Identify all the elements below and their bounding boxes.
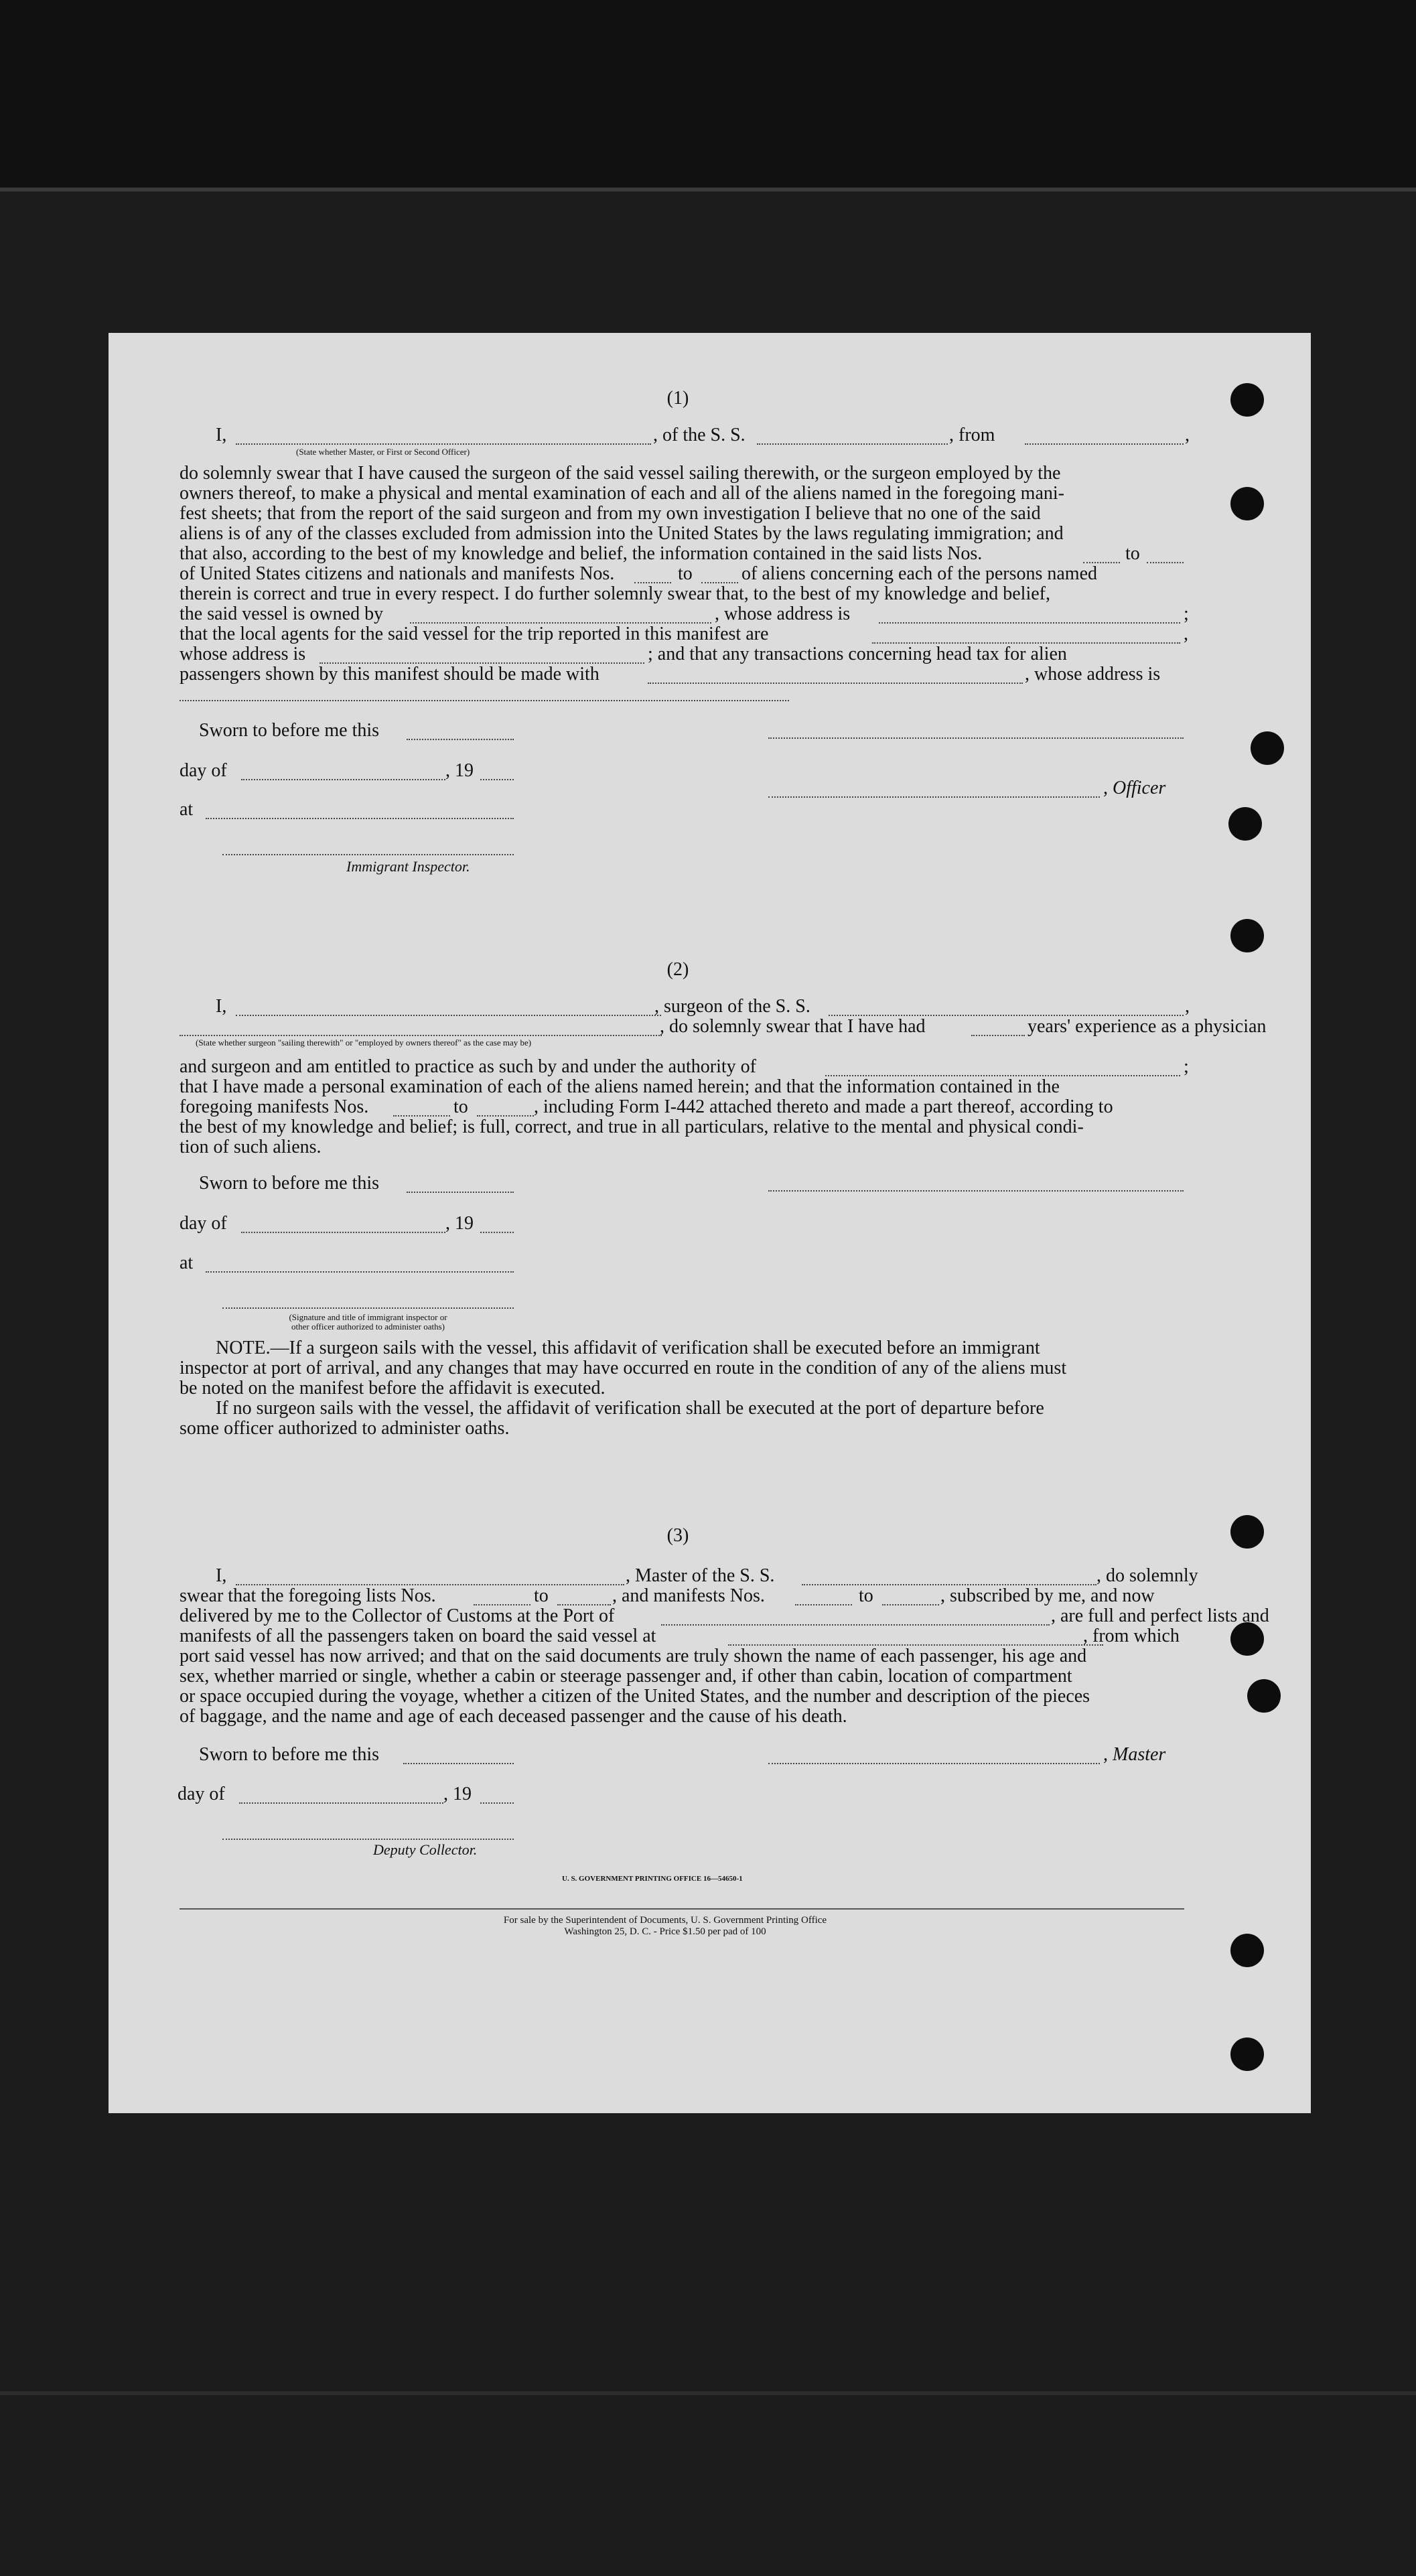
s1-head-tax-party-field[interactable] [648,683,1023,684]
s2-note-line: NOTE.—If a surgeon sails with the vessel, this affidavit of verification shall be executed before an immigrant [216,1338,1040,1358]
s1-body-line: do solemnly swear that I have caused the surgeon of the said vessel sailing therewith, or the surgeon employed by the [180,463,1061,484]
s2-at-field[interactable] [206,1271,514,1273]
section-2-number: (2) [666,959,689,980]
s3-deputy-label: Deputy Collector. [373,1841,478,1858]
s2-exam: that I have made a personal examination of each of the aliens named herein; and that the information contained in the [180,1076,1060,1097]
s1-at-label: at [180,799,194,820]
s2-manifests-label: foregoing manifests Nos. [180,1096,369,1117]
s1-from-port-field[interactable] [1025,443,1184,445]
s1-inspector-label: Immigrant Inspector. [346,858,470,875]
s1-aliens-concerning: of aliens concerning each of the persons named [741,563,1098,584]
s2-year-label: , 19 [445,1213,474,1234]
s3-sworn-date-field[interactable] [403,1763,514,1764]
s2-at-label: at [180,1253,194,1273]
s2-note-line: be noted on the manifest before the affidavit is executed. [180,1378,606,1399]
s2-years-field[interactable] [971,1035,1025,1036]
s1-lists-to-field[interactable] [1147,562,1184,563]
scan-edge-line [0,188,1416,192]
s2-best: the best of my knowledge and belief; is full, correct, and true in all particulars, relative to the mental and physical condi- [180,1117,1084,1137]
s3-manifests-from-field[interactable] [795,1604,852,1605]
s1-body-line: fest sheets; that from the report of the said surgeon and from my own investigation I believe that no one of the said [180,503,1041,524]
s3-body-line: sex, whether married or single, whether a cabin or steerage passenger and, if other than cabin, location of compartment [180,1666,1072,1687]
s3-port-field[interactable] [661,1624,1050,1626]
s2-surgeon-signature-field[interactable] [768,1190,1184,1192]
s3-body-line: or space occupied during the voyage, whether a citizen of the United States, and the number and description of the pieces [180,1686,1090,1707]
s3-master-of-label: , Master of the S. S. [626,1565,775,1586]
s1-at-field[interactable] [206,818,514,819]
s3-from-which: , from which [1083,1626,1180,1646]
s2-inspector-signature-field[interactable] [222,1307,514,1309]
s2-note-line: If no surgeon sails with the vessel, the affidavit of verification shall be executed at the port of departure before [216,1398,1044,1419]
s3-full-perfect: , are full and perfect lists and [1051,1605,1269,1626]
s1-body-line: passengers shown by this manifest should be made with [180,664,599,685]
s1-of-ss-label: , of the S. S. [653,425,746,445]
gpo-imprint: U. S. GOVERNMENT PRINTING OFFICE 16—54650-1 [562,1875,743,1883]
punch-hole [1251,731,1284,765]
s1-year-label: , 19 [445,760,474,781]
s1-head-tax: ; and that any transactions concerning head tax for alien [648,644,1067,664]
s3-day-of-field[interactable] [239,1802,443,1804]
s3-manifests-to-field[interactable] [882,1604,939,1605]
s3-delivered: delivered by me to the Collector of Customs at the Port of [180,1605,615,1626]
s1-semicolon: ; [1184,603,1189,624]
s2-signature-caption: other officer authorized to administer oaths) [291,1321,445,1332]
s1-day-of-label: day of [180,760,227,781]
s1-officer-signature-field[interactable] [768,737,1184,739]
s3-body-line: of baggage, and the name and age of each deceased passenger and the cause of his death. [180,1706,847,1727]
s2-note-line: some officer authorized to administer oaths. [180,1418,510,1439]
scan-edge-line [0,2391,1416,2395]
s1-i-label: I, [216,425,227,445]
s3-manifests-all: manifests of all the passengers taken on board the said vessel at [180,1626,656,1646]
s1-comma: , [1184,624,1188,644]
s3-master-label: , Master [1103,1744,1166,1765]
s1-to-label: to [1125,543,1140,564]
s1-inspector-signature-field[interactable] [222,854,514,855]
s2-surgeon-of-label: , surgeon of the S. S. [654,996,810,1017]
s3-swear-lists: swear that the foregoing lists Nos. [180,1585,436,1606]
s1-from-label: , from [949,425,995,445]
s1-vessel-name-field[interactable] [757,443,948,445]
s1-body-line: the said vessel is owned by [180,603,384,624]
s3-day-of-label: day of [178,1784,225,1804]
s1-body-line: aliens is of any of the classes excluded from admission into the United States by the laws regulating immigration; and [180,523,1064,544]
s3-sworn-label: Sworn to before me this [199,1744,380,1765]
s2-i-label: I, [216,996,227,1017]
s2-surgeon-status-field[interactable] [180,1035,662,1036]
s1-officer-caption: (State whether Master, or First or Second Officer) [296,447,470,457]
s2-semicolon: ; [1184,1056,1189,1077]
s1-body-line: therein is correct and true in every respect. I do further solemnly swear that, to the best of my knowledge and belief, [180,583,1050,604]
section-3-number: (3) [666,1525,689,1546]
s2-surgeon-name-field[interactable] [236,1015,661,1016]
s3-do-solemnly: , do solemnly [1096,1565,1198,1586]
s2-years-experience: years' experience as a physician [1028,1016,1267,1037]
s3-master-signature-field[interactable] [768,1763,1100,1764]
manifest-verification-form-page [109,333,1311,2113]
s1-sworn-label: Sworn to before me this [199,720,380,741]
s3-body-line: port said vessel has now arrived; and that on the said documents are truly shown the name of each passenger, his age and [180,1646,1087,1666]
s2-authority: and surgeon and am entitled to practice as such by and under the authority of [180,1056,756,1077]
s3-deputy-signature-field[interactable] [222,1839,514,1840]
s1-officer-label: , Officer [1103,778,1166,798]
punch-hole [1230,1622,1264,1656]
s2-to-label: to [453,1096,468,1117]
footer-rule [180,1908,1184,1910]
s3-to-label: to [859,1585,873,1606]
punch-hole [1230,487,1264,520]
s3-subscribed: , subscribed by me, and now [940,1585,1155,1606]
s1-body-line: that the local agents for the said vessel for the trip reported in this manifest are [180,624,769,644]
s1-officer-title-field[interactable] [768,796,1100,798]
punch-hole [1228,807,1262,841]
s2-comma: , [1185,996,1190,1017]
s1-body-line: of United States citizens and nationals and manifests Nos. [180,563,615,584]
s1-body-line: whose address is [180,644,306,664]
punch-hole [1230,2037,1264,2071]
s3-i-label: I, [216,1565,227,1586]
s1-officer-name-field[interactable] [236,443,651,445]
section-1-number: (1) [666,388,689,409]
s2-sworn-date-field[interactable] [407,1192,514,1193]
s2-sworn-label: Sworn to before me this [199,1173,380,1194]
footer-sale-line: Washington 25, D. C. - Price $1.50 per pad of 100 [564,1926,766,1937]
s2-year-field[interactable] [480,1232,514,1233]
s1-head-tax-address-field[interactable] [180,700,789,701]
scan-dark-band-top [0,0,1416,188]
s1-whose-address-2: , whose address is [1025,664,1161,685]
punch-hole [1247,1679,1281,1713]
s3-year-label: , 19 [443,1784,472,1804]
punch-hole [1230,1934,1264,1967]
punch-hole [1230,919,1264,952]
s1-sworn-date-field[interactable] [407,739,514,740]
s1-whose-address: , whose address is [715,603,851,624]
s3-and-manifests: , and manifests Nos. [612,1585,765,1606]
s3-year-field[interactable] [480,1802,514,1804]
s2-tion: tion of such aliens. [180,1137,322,1157]
footer-sale-line: For sale by the Superintendent of Documents, U. S. Government Printing Office [503,1915,827,1926]
s1-comma: , [1185,425,1190,445]
s2-do-solemnly: , do solemnly swear that I have had [660,1016,926,1037]
s1-year-field[interactable] [480,779,514,780]
s2-status-caption: (State whether surgeon "sailing therewith" or "employed by owners thereof" as the case may be) [196,1037,532,1048]
s2-day-of-label: day of [180,1213,227,1234]
s1-body-line: owners thereof, to make a physical and mental examination of each and all of the aliens named in the foregoing mani- [180,483,1064,504]
s1-day-of-field[interactable] [241,779,445,780]
s1-to-label: to [678,563,693,584]
s1-owner-address-field[interactable] [879,622,1180,624]
s2-including: , including Form I-442 attached thereto and made a part thereof, according to [534,1096,1113,1117]
s3-to-label: to [534,1585,549,1606]
s1-body-line: that also, according to the best of my knowledge and belief, the information contained in the said lists Nos. [180,543,983,564]
s2-note-line: inspector at port of arrival, and any changes that may have occurred en route in the condition of any of the aliens must [180,1358,1067,1378]
s2-day-of-field[interactable] [241,1232,445,1233]
s2-signature-caption: (Signature and title of immigrant inspector or [289,1312,447,1322]
